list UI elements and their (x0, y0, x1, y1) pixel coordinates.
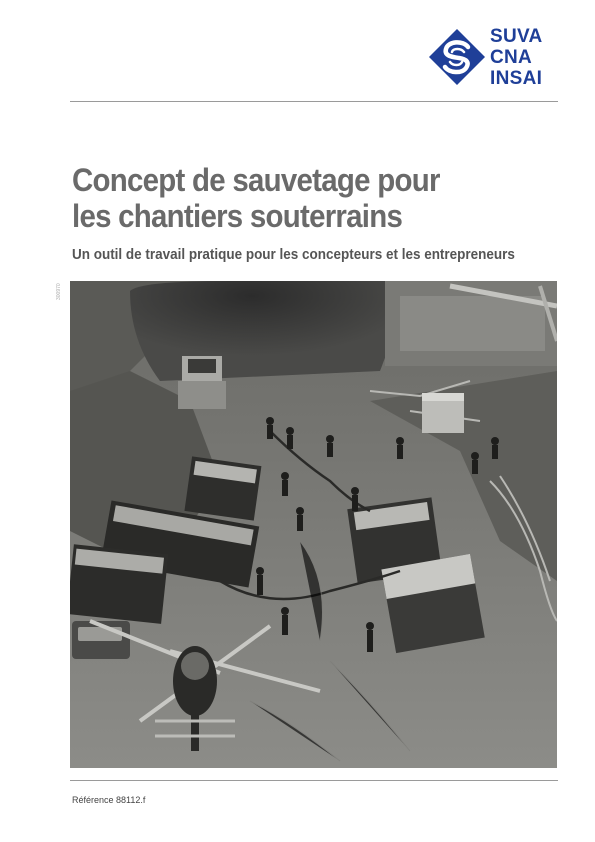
suva-logo (428, 26, 558, 98)
cover-photo-illustration (70, 281, 557, 768)
cover-photo (70, 281, 557, 768)
title-line-2: les chantiers souterrains (72, 198, 403, 234)
bottom-divider (70, 780, 558, 781)
logo-wordmark (490, 26, 543, 89)
document-subtitle: Un outil de travail pratique pour les concepteurs et les entrepreneurs (72, 247, 515, 263)
top-divider (70, 101, 558, 102)
logo-line-suva: SUVA (490, 26, 543, 47)
side-code: 300970 (56, 283, 62, 300)
suva-logo-icon (428, 28, 486, 86)
logo-line-insai: INSAI (490, 68, 543, 89)
title-line-1: Concept de sauvetage pour (72, 162, 440, 198)
logo-line-cna: CNA (490, 47, 533, 68)
reference-number: Référence 88112.f (72, 795, 146, 805)
document-title (72, 162, 514, 234)
